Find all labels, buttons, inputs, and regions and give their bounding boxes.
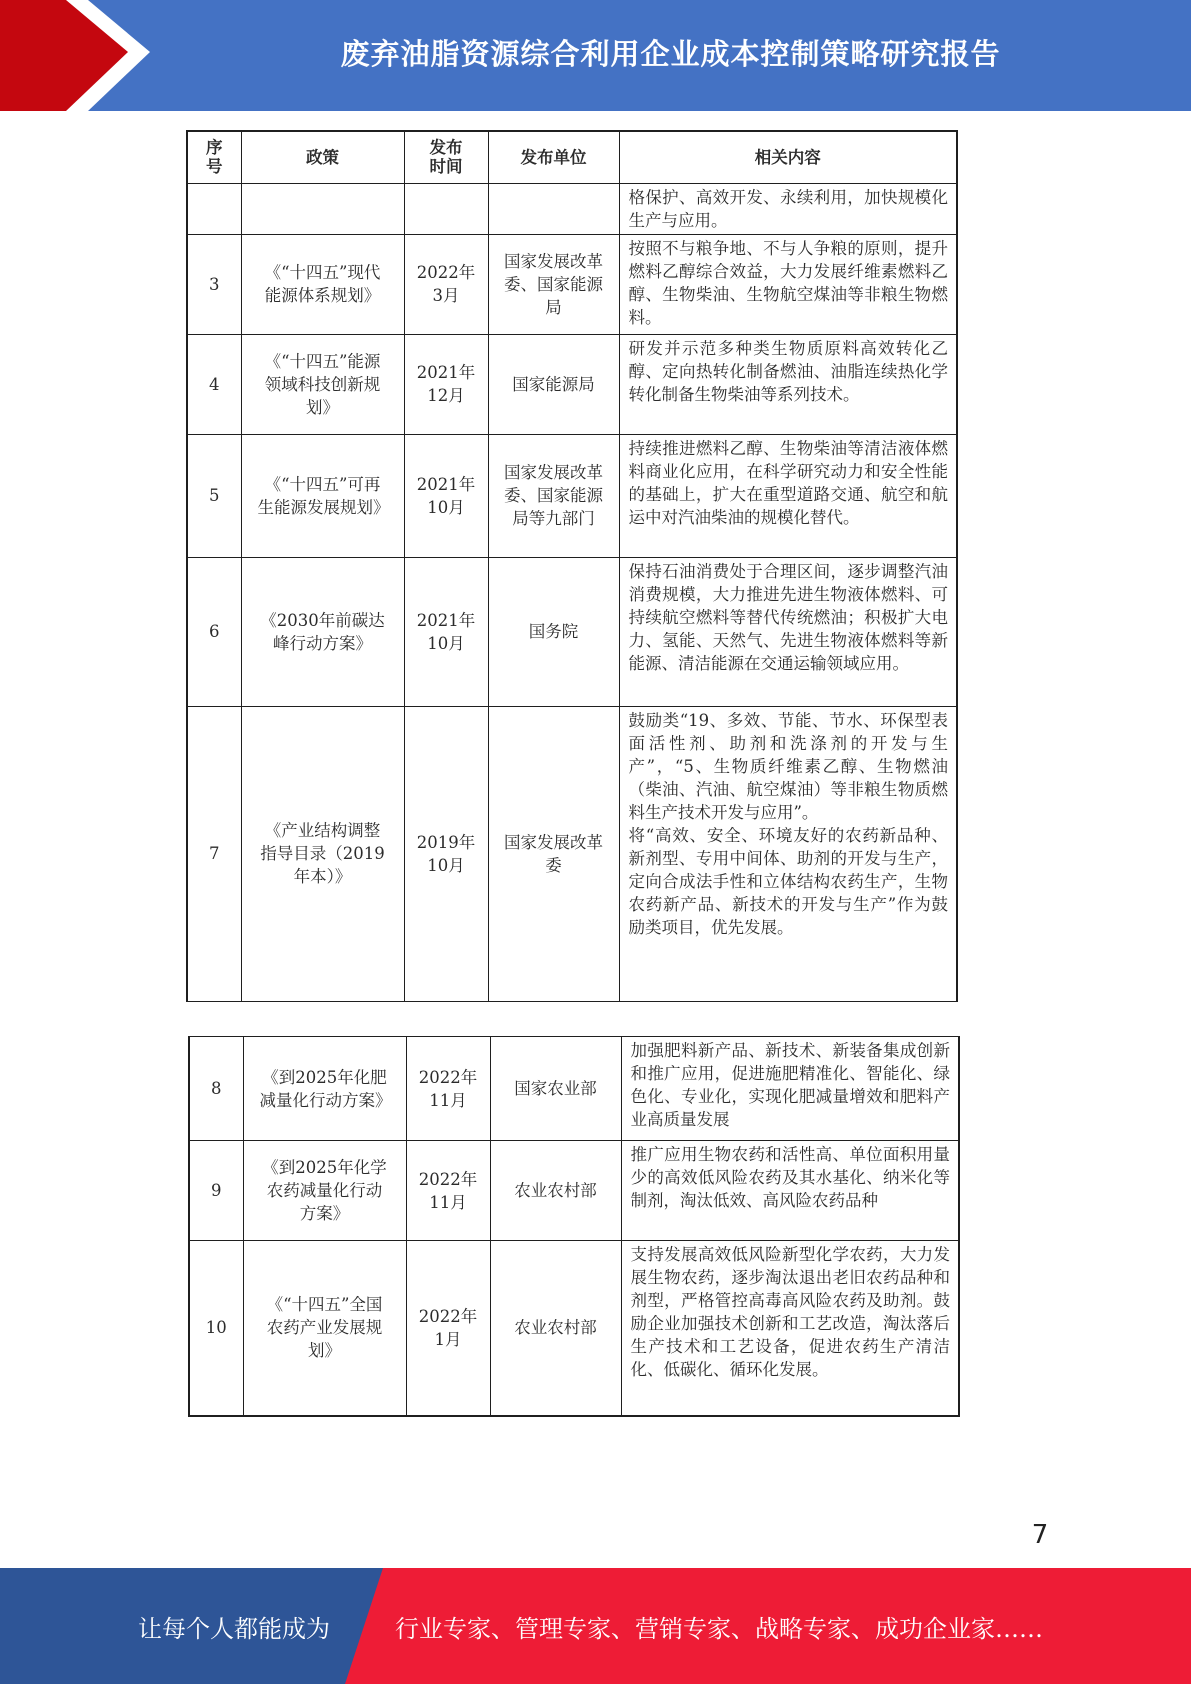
- row-issuer: 国家发展改革委、国家能源局: [488, 234, 619, 334]
- row-date: 2022年11月: [406, 1037, 490, 1141]
- footer-slogan-right: 行业专家、管理专家、营销专家、战略专家、成功企业家……: [395, 1614, 1043, 1643]
- policy-table-part-2: [188, 1036, 960, 1417]
- policy-table-part-1: [186, 130, 958, 1002]
- row-content-paragraph: 鼓励类“19、多效、节能、节水、环保型表面活性剂、助剂和洗涤剂的开发与生产”，“5、生物质纤维素乙醇、生物燃油（柴油、汽油、航空煤油）等非粮生物质燃料生产技术开发与应用”。: [628, 710, 948, 822]
- row-policy: 《“十四五”全国农药产业发展规划》: [243, 1241, 406, 1416]
- row-issuer: 国务院: [488, 557, 619, 706]
- row-content: 保持石油消费处于合理区间，逐步调整汽油消费规模，大力推进先进生物液体燃料、可持续航空燃料等替代传统燃油；积极扩大电力、氢能、天然气、先进生物液体燃料等新能源、清洁能源在交通运输领域应用。: [619, 557, 957, 706]
- row-content-paragraph: 将“高效、安全、环境友好的农药新品种、新剂型、专用中间体、助剂的开发与生产，定向合成法手性和立体结构农药生产，生物农药新产品、新技术的开发与生产”作为鼓励类项目，优先发展。: [628, 825, 948, 937]
- row-no: 9: [189, 1141, 243, 1241]
- header-issuer: 发布单位: [488, 131, 619, 183]
- report-title: 废弃油脂资源综合利用企业成本控制策略研究报告: [340, 37, 1001, 71]
- table-row: [187, 334, 957, 434]
- row-issuer: 国家发展改革委: [488, 706, 619, 1001]
- row-content: 研发并示范多种类生物质原料高效转化乙醇、定向热转化制备燃油、油脂连续热化学转化制备生物柴油等系列技术。: [619, 334, 957, 434]
- row-policy: 《到2025年化肥减量化行动方案》: [243, 1037, 406, 1141]
- table-row: [187, 706, 957, 1001]
- row-content: 支持发展高效低风险新型化学农药，大力发展生物农药，逐步淘汰退出老旧农药品种和剂型，严格管控高毒高风险农药及助剂。鼓励企业加强技术创新和工艺改造，淘汰落后生产技术和工艺设备，促进农药生产清洁化、低碳化、循环化发展。: [621, 1241, 959, 1416]
- row-date: 2021年10月: [404, 434, 488, 557]
- table-row: [187, 183, 957, 234]
- row-content: 按照不与粮争地、不与人争粮的原则，提升燃料乙醇综合效益，大力发展纤维素燃料乙醇、生物柴油、生物航空煤油等非粮生物燃料。: [619, 234, 957, 334]
- row-date: 2019年10月: [404, 706, 488, 1001]
- table-row: [187, 234, 957, 334]
- row-policy: 《2030年前碳达峰行动方案》: [241, 557, 404, 706]
- row-policy: 《到2025年化学农药减量化行动方案》: [243, 1141, 406, 1241]
- row-issuer: 农业农村部: [490, 1141, 621, 1241]
- header-date: 发布时间: [404, 131, 488, 183]
- table-row: [187, 557, 957, 706]
- row-no: 3: [187, 234, 241, 334]
- header-content: 相关内容: [619, 131, 957, 183]
- row-no: 4: [187, 334, 241, 434]
- row-policy: 《“十四五”现代能源体系规划》: [241, 234, 404, 334]
- row-no: 10: [189, 1241, 243, 1416]
- row-date: 2022年1月: [406, 1241, 490, 1416]
- row-content: 格保护、高效开发、永续利用，加快规模化生产与应用。: [619, 183, 957, 234]
- row-issuer: 农业农村部: [490, 1241, 621, 1416]
- footer-slogan-left: 让每个人都能成为: [138, 1614, 330, 1643]
- header-no: 序号: [187, 131, 241, 183]
- row-content: 加强肥料新产品、新技术、新装备集成创新和推广应用，促进施肥精准化、智能化、绿色化、专业化，实现化肥减量增效和肥料产业高质量发展: [621, 1037, 959, 1141]
- row-policy: 《“十四五”能源领域科技创新规划》: [241, 334, 404, 434]
- row-no: 5: [187, 434, 241, 557]
- page-footer: [0, 1568, 1191, 1684]
- table-header-row: [187, 131, 957, 183]
- row-date: 2021年10月: [404, 557, 488, 706]
- row-date: 2021年12月: [404, 334, 488, 434]
- row-content: [619, 706, 957, 1001]
- row-date: 2022年3月: [404, 234, 488, 334]
- page-header: [0, 0, 1191, 111]
- row-content: 推广应用生物农药和活性高、单位面积用量少的高效低风险农药及其水基化、纳米化等制剂，淘汰低效、高风险农药品种: [621, 1141, 959, 1241]
- row-policy: 《“十四五”可再生能源发展规划》: [241, 434, 404, 557]
- row-content: 持续推进燃料乙醇、生物柴油等清洁液体燃料商业化应用，在科学研究动力和安全性能的基础上，扩大在重型道路交通、航空和航运中对汽油柴油的规模化替代。: [619, 434, 957, 557]
- page-number: 7: [1031, 1520, 1049, 1550]
- row-no: 6: [187, 557, 241, 706]
- header-policy: 政策: [241, 131, 404, 183]
- row-issuer: 国家发展改革委、国家能源局等九部门: [488, 434, 619, 557]
- table-row: [187, 434, 957, 557]
- row-no: 8: [189, 1037, 243, 1141]
- row-no: 7: [187, 706, 241, 1001]
- row-policy: 《产业结构调整指导目录（2019年本）》: [241, 706, 404, 1001]
- table-row: [189, 1037, 959, 1141]
- row-issuer: 国家能源局: [488, 334, 619, 434]
- row-issuer: 国家农业部: [490, 1037, 621, 1141]
- table-row: [189, 1241, 959, 1416]
- table-row: [189, 1141, 959, 1241]
- row-date: 2022年11月: [406, 1141, 490, 1241]
